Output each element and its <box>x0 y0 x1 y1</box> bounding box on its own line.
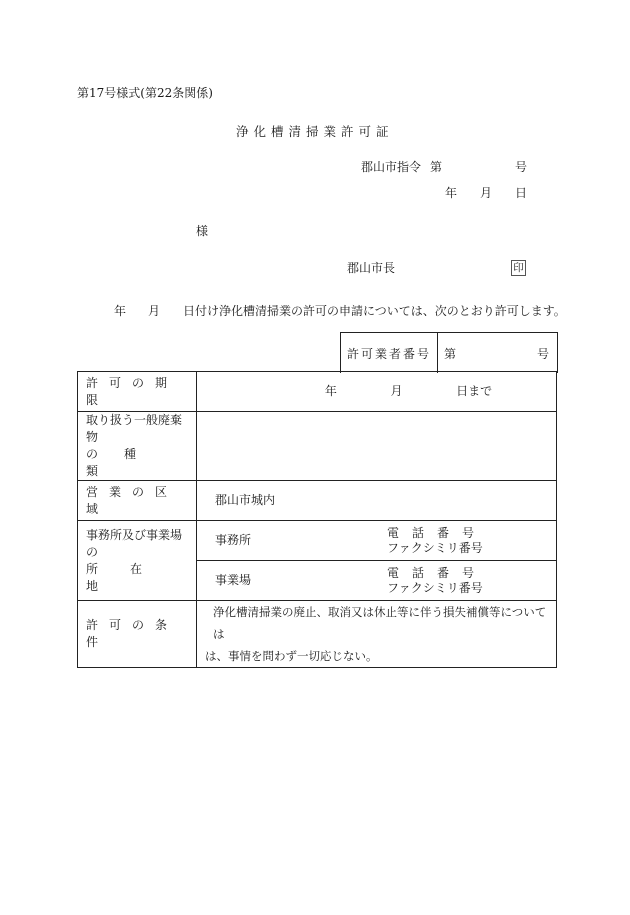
validity-year: 年 <box>324 384 337 398</box>
number-suffix: 号 <box>515 160 528 174</box>
waste-type-label-line2: の種類 <box>86 447 163 478</box>
area-value[interactable]: 郡山市城内 <box>197 481 557 521</box>
permit-number-suffix: 号 <box>536 346 549 361</box>
permit-number-box <box>340 332 558 373</box>
form-reference: 第17号様式(第22条関係) <box>77 86 213 100</box>
validity-until: 日まで <box>456 384 493 398</box>
business-site-fax-label: ファクシミリ番号 <box>387 580 483 595</box>
date-month: 月 <box>480 186 493 200</box>
issuer-name: 郡山市長 <box>347 261 396 275</box>
validity-row <box>78 372 557 412</box>
document-title: 浄化槽清掃業許可証 <box>236 124 394 139</box>
addressee-honorific: 様 <box>196 224 209 238</box>
area-label: 営業の区域 <box>86 484 179 516</box>
conditions-line1: 浄化槽清掃業の廃止、取消又は休止等に伴う損失補償等については <box>213 605 547 641</box>
permit-table <box>77 371 557 668</box>
business-site-label: 事業場 <box>215 573 252 587</box>
office-label: 事務所 <box>215 533 252 547</box>
permit-number-label: 許可業者番号 <box>341 333 438 373</box>
designation-label: 郡山市指令 <box>361 160 422 174</box>
business-site-phone-label: 電話番号 <box>387 565 488 580</box>
area-row <box>78 481 557 521</box>
statement-text: 日付け浄化槽清掃業の許可の申請については、次のとおり許可します。 <box>183 304 566 318</box>
conditions-line2: は、事情を問わず一切応じない。 <box>205 649 378 663</box>
date-year: 年 <box>445 186 458 200</box>
permit-number-field[interactable] <box>438 333 557 373</box>
seal-mark: 印 <box>511 260 526 276</box>
number-prefix: 第 <box>430 160 443 174</box>
permit-number-prefix: 第 <box>444 346 457 361</box>
waste-type-label-line1: 取り扱う一般廃棄物 <box>86 413 183 444</box>
conditions-label: 許可の条件 <box>86 618 179 649</box>
waste-type-value[interactable] <box>197 412 557 481</box>
office-row <box>78 521 557 561</box>
statement-year: 年 <box>114 304 127 318</box>
waste-type-row <box>78 412 557 481</box>
location-label-line1: 事務所及び事業場の <box>86 527 183 559</box>
validity-value[interactable] <box>197 372 557 412</box>
location-label-line2: 所在地 <box>86 561 175 593</box>
date-day: 日 <box>515 186 528 200</box>
statement-month: 月 <box>148 304 161 318</box>
validity-month: 月 <box>390 384 403 398</box>
office-fax-label: ファクシミリ番号 <box>387 540 483 555</box>
conditions-row <box>78 601 557 668</box>
validity-label: 許可の期限 <box>86 375 179 407</box>
office-phone-label: 電話番号 <box>387 525 488 540</box>
